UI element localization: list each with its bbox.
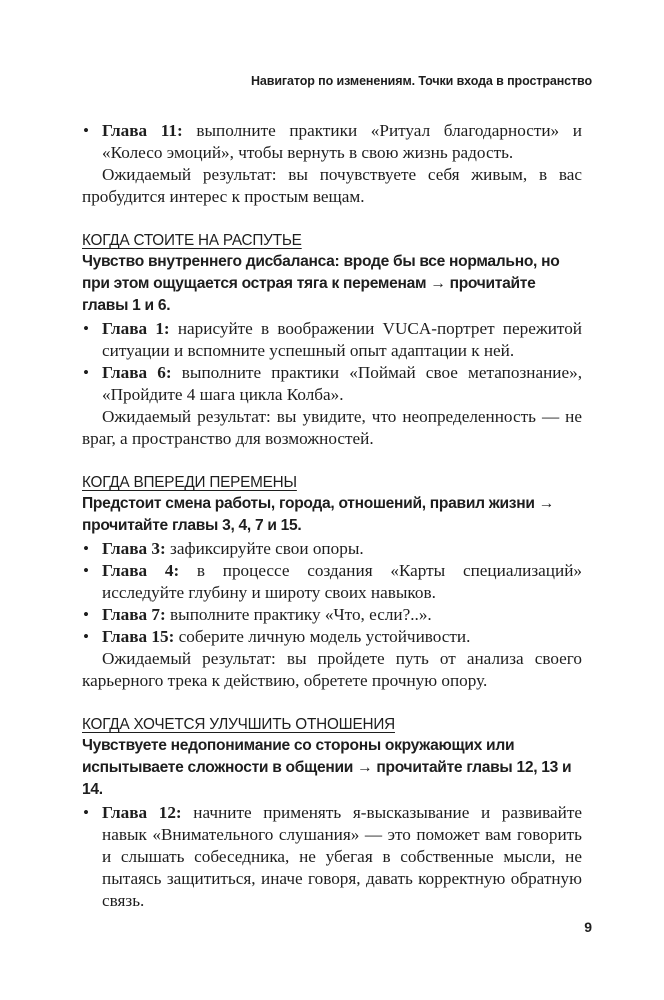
list-item bbox=[82, 318, 582, 362]
chapter-ref: Глава 11: bbox=[102, 121, 183, 140]
chapter-ref: Глава 15: bbox=[102, 627, 175, 646]
chapter-list bbox=[82, 538, 582, 648]
chapter-instruction: выполните практики «Поймай свое метапознание», «Пройдите 4 шага цикла Колба». bbox=[102, 363, 582, 404]
list-item bbox=[82, 538, 582, 560]
section-lead: Чувствуете недопонимание со стороны окружающих или испытываете сложности в общении → прочитайте главы 12, 13 и 14. bbox=[82, 737, 572, 798]
expected-result: Ожидаемый результат: вы пройдете путь от анализа своего карьерного трека к действию, обретете прочную опору. bbox=[82, 649, 582, 690]
chapter-instruction: начните применять я-высказывание и развивайте навык «Внимательного слушания» — это поможет вам говорить и слышать собеседника, не убегая в собственные мысли, не пытаясь защититься, иначе говоря, давать корректную обратную связь. bbox=[102, 803, 582, 910]
section-lead: Предстоит смена работы, города, отношений, правил жизни → прочитайте главы 3, 4, 7 и 15. bbox=[82, 495, 554, 534]
page-content bbox=[82, 120, 582, 912]
chapter-ref: Глава 6: bbox=[102, 363, 172, 382]
intro-block bbox=[82, 120, 582, 208]
expected-result: Ожидаемый результат: вы увидите, что неопределенность — не враг, а пространство для возможностей. bbox=[82, 407, 582, 448]
section-lead: Чувство внутреннего дисбаланса: вроде бы все нормально, но при этом ощущается острая тяга к переменам → прочитайте главы 1 и 6. bbox=[82, 253, 560, 314]
chapter-instruction: зафиксируйте свои опоры. bbox=[165, 539, 364, 558]
section-label: КОГДА СТОИТЕ НА РАСПУТЬЕ bbox=[82, 232, 302, 249]
intro-chapter-list bbox=[82, 120, 582, 164]
list-item bbox=[82, 560, 582, 604]
chapter-list bbox=[82, 318, 582, 406]
chapter-instruction: выполните практику «Что, если?..». bbox=[165, 605, 432, 624]
expected-result: Ожидаемый результат: вы почувствуете себя живым, в вас пробудится интерес к простым вещам. bbox=[82, 165, 582, 206]
section-relationships bbox=[82, 715, 582, 912]
list-item bbox=[82, 802, 582, 912]
chapter-ref: Глава 3: bbox=[102, 539, 166, 558]
list-item bbox=[82, 604, 582, 626]
chapter-instruction: в процессе создания «Карты специализаций» исследуйте глубину и широту своих навыков. bbox=[102, 561, 582, 602]
chapter-ref: Глава 12: bbox=[102, 803, 182, 822]
section-label: КОГДА ХОЧЕТСЯ УЛУЧШИТЬ ОТНОШЕНИЯ bbox=[82, 716, 395, 733]
chapter-list bbox=[82, 802, 582, 912]
chapter-instruction: выполните практики «Ритуал благодарности» и «Колесо эмоций», чтобы вернуть в свою жизнь радость. bbox=[102, 121, 582, 162]
list-item bbox=[82, 626, 582, 648]
section-label: КОГДА ВПЕРЕДИ ПЕРЕМЕНЫ bbox=[82, 474, 297, 491]
chapter-instruction: нарисуйте в воображении VUCA-портрет пережитой ситуации и вспомните успешный опыт адаптации к ней. bbox=[102, 319, 582, 360]
list-item bbox=[82, 120, 582, 164]
chapter-ref: Глава 7: bbox=[102, 605, 166, 624]
section-changes-ahead bbox=[82, 473, 582, 692]
chapter-ref: Глава 4: bbox=[102, 561, 180, 580]
page-number: 9 bbox=[584, 919, 592, 935]
running-head: Навигатор по изменениям. Точки входа в пространство bbox=[250, 74, 592, 88]
section-crossroads bbox=[82, 231, 582, 450]
chapter-ref: Глава 1: bbox=[102, 319, 170, 338]
chapter-instruction: соберите личную модель устойчивости. bbox=[174, 627, 471, 646]
list-item bbox=[82, 362, 582, 406]
